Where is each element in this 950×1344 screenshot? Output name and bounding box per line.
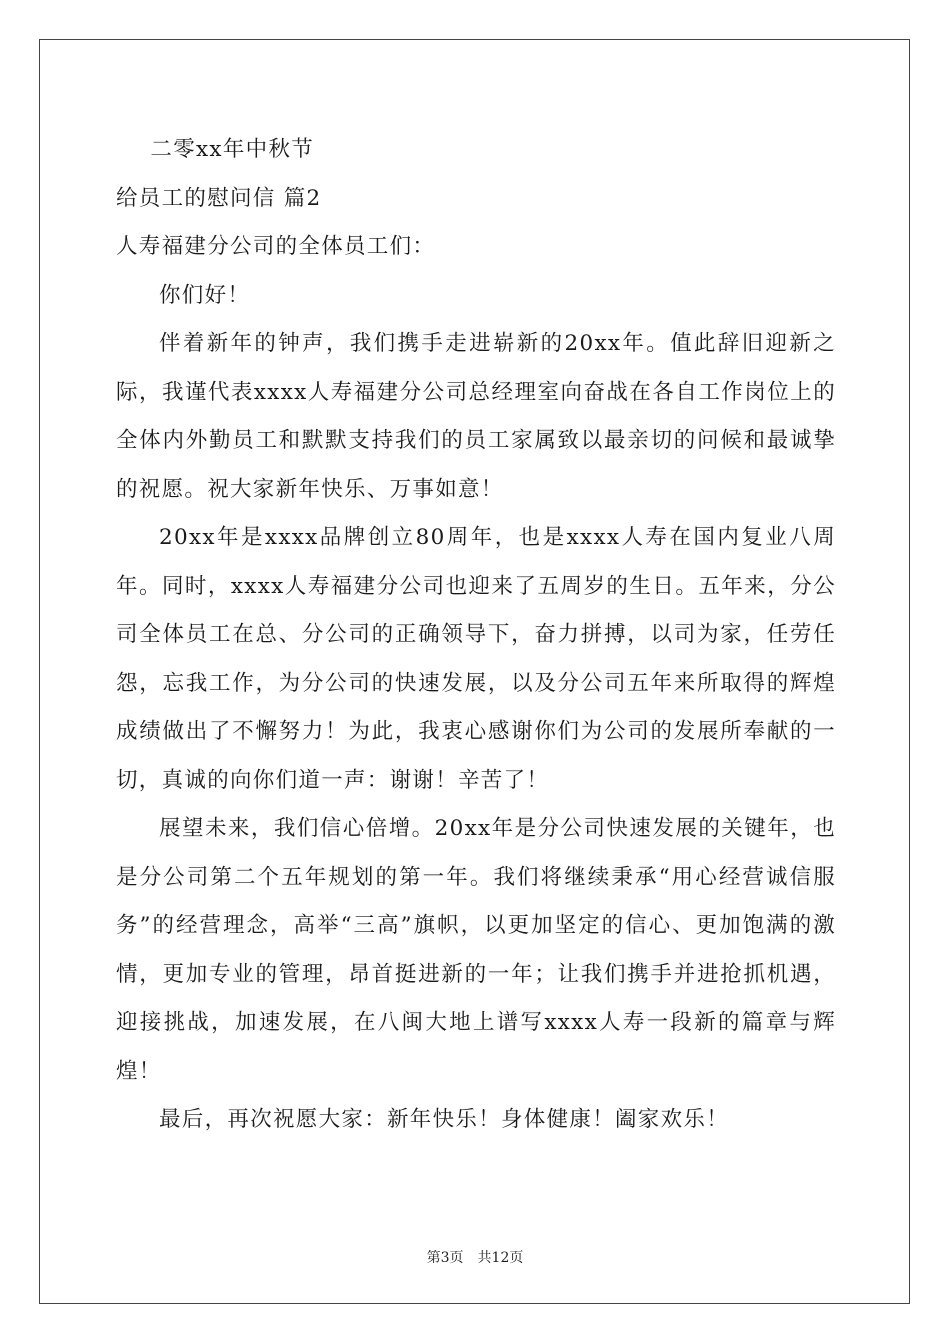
paragraph-closing: 最后，再次祝愿大家：新年快乐！身体健康！阖家欢乐！ xyxy=(159,1107,730,1132)
page-total: 共12页 xyxy=(477,1250,524,1266)
letter-body xyxy=(116,126,836,1145)
page-number: 第3页 xyxy=(426,1250,464,1266)
paragraph-1: 伴着新年的钟声，我们携手走进崭新的20xx年。值此辞旧迎新之际，我谨代表xxxx人寿福建分公司总经理室向奋战在各自工作岗位上的全体内外勤员工和默默支持我们的员工家属致以最亲切的问候和最诚挚的祝愿。祝大家新年快乐、万事如意！ xyxy=(116,331,836,502)
page-footer xyxy=(0,1247,950,1267)
paragraph-2: 20xx年是xxxx品牌创立80周年，也是xxxx人寿在国内复业八周年。同时，xxxx人寿福建分公司也迎来了五周岁的生日。五年来，分公司全体员工在总、分公司的正确领导下，奋力拼搏，以司为家，任劳任怨，忘我工作，为分公司的快速发展，以及分公司五年来所取得的辉煌成绩做出了不懈努力！为此，我衷心感谢你们为公司的发展所奉献的一切，真诚的向你们道一声：谢谢！辛苦了！ xyxy=(116,525,836,793)
greeting: 你们好！ xyxy=(159,282,251,308)
salutation: 人寿福建分公司的全体员工们： xyxy=(116,234,436,259)
date-line: 二零xx年中秋节 xyxy=(150,137,315,162)
paragraph-3: 展望未来，我们信心倍增。20xx年是分公司快速发展的关键年，也是分公司第二个五年规划的第一年。我们将继续秉承“用心经营诚信服务”的经营理念，高举“三高”旗帜，以更加坚定的信心、更加饱满的激情，更加专业的管理，昂首挺进新的一年；让我们携手并进抢抓机遇，迎接挑战，加速发展，在八闽大地上谱写xxxx人寿一段新的篇章与辉煌！ xyxy=(116,816,836,1084)
letter-heading: 给员工的慰问信 篇2 xyxy=(116,185,322,211)
